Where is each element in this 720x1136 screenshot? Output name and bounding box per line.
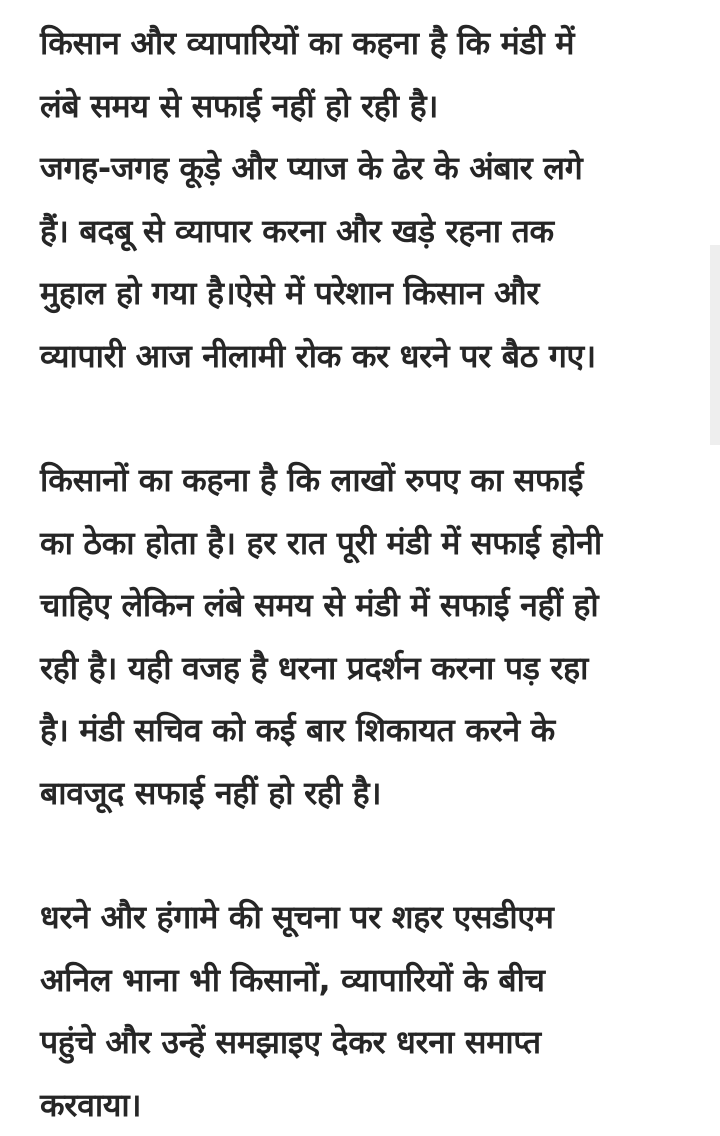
paragraph-spacer <box>40 824 690 886</box>
text-line: अनिल भाना भी किसानों, व्यापारियों के बीच <box>40 949 690 1012</box>
paragraph-3 <box>40 886 690 1136</box>
text-line: किसान और व्यापारियों का कहना है कि मंडी में <box>40 12 690 75</box>
text-line: जगह-जगह कूड़े और प्याज के ढेर के अंबार लगे <box>40 137 690 200</box>
article-body <box>40 12 690 1136</box>
text-line: बावजूद सफाई नहीं हो रही है। <box>40 762 690 825</box>
text-line: का ठेका होता है। हर रात पूरी मंडी में सफाई होनी <box>40 512 690 575</box>
scrollbar-thumb[interactable] <box>710 245 720 445</box>
text-line: हैं। बदबू से व्यापार करना और खड़े रहना तक <box>40 200 690 263</box>
text-line: है। मंडी सचिव को कई बार शिकायत करने के <box>40 699 690 762</box>
text-line: किसानों का कहना है कि लाखों रुपए का सफाई <box>40 449 690 512</box>
paragraph-spacer <box>40 387 690 449</box>
text-line: रही है। यही वजह है धरना प्रदर्शन करना पड़ रहा <box>40 637 690 700</box>
text-line: व्यापारी आज नीलामी रोक कर धरने पर बैठ गए। <box>40 325 690 388</box>
text-line: मुहाल हो गया है।ऐसे में परेशान किसान और <box>40 262 690 325</box>
text-line: लंबे समय से सफाई नहीं हो रही है। <box>40 75 690 138</box>
paragraph-2 <box>40 449 690 824</box>
paragraph-1 <box>40 12 690 387</box>
text-line: चाहिए लेकिन लंबे समय से मंडी में सफाई नहीं हो <box>40 574 690 637</box>
text-line: धरने और हंगामे की सूचना पर शहर एसडीएम <box>40 886 690 949</box>
text-line: करवाया। <box>40 1074 690 1136</box>
text-line: पहुंचे और उन्हें समझाइए देकर धरना समाप्त <box>40 1011 690 1074</box>
